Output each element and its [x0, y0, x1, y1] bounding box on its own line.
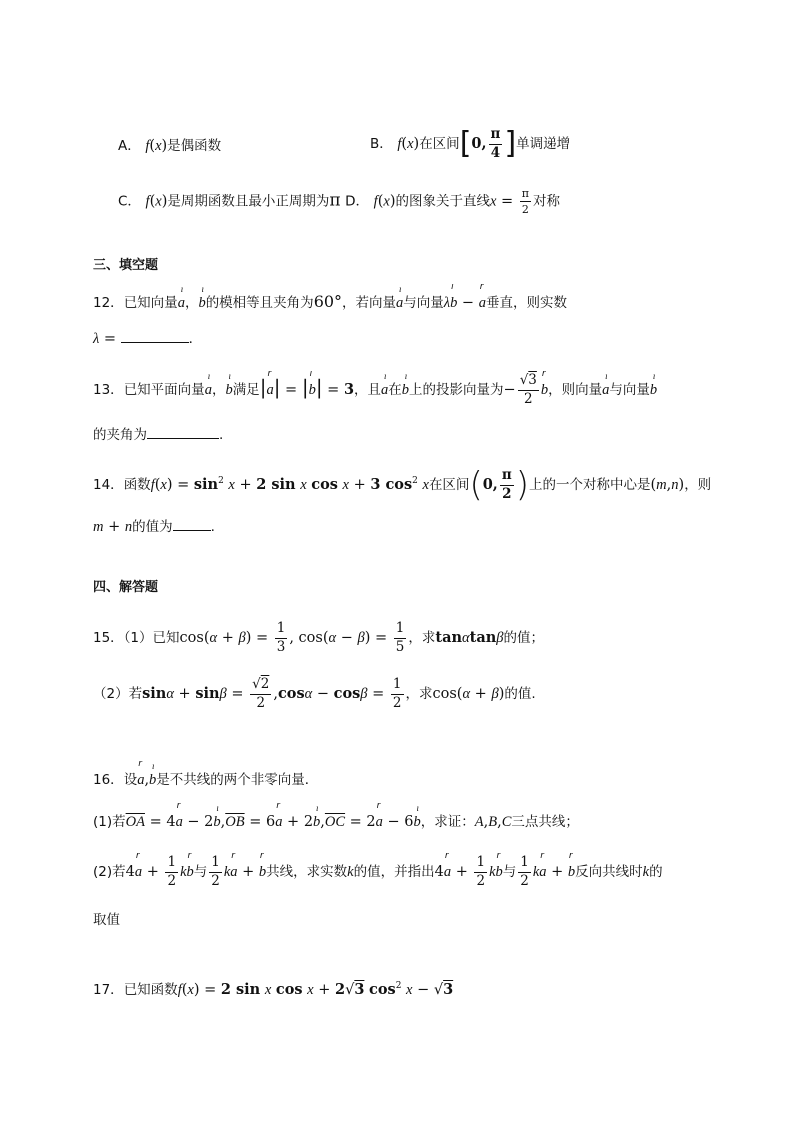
option-a-label: A． — [118, 138, 141, 154]
angle-value: 60° — [313, 292, 343, 311]
question-16-part2: (2)若4a r + $\frac{1}{2}$ kb r 与 $\frac{1}{2}$ ka r + b r 共线，求实数k的值，并指出4a r + $\frac{1}{2}$ kb r 与 $\frac{1}{2}$ ka r + b r 反向共线时k的 — [93, 851, 663, 889]
option-d-text1: 的图象关于直线 — [395, 193, 490, 210]
fx-expression: f — [145, 138, 150, 154]
question-13-line1: 13．已知平面向量a ı ，b ı 满足|a r | = |b ı | = 3，且a ı 在b ı 上的投影向量为− $\frac{√3}{2}$ b r ，则向量a ı 与向量b ı — [93, 369, 658, 407]
option-b-text1: 在区间 — [419, 136, 460, 152]
option-b: B． f(x)在区间[0, $\frac{\pi}{4}$ ]单调递增 — [370, 126, 571, 161]
question-14-line1: 14．函数$f(x) = \sin^2 x + 2$ sin x cos x + 3 $\cos^2 x$在区间(0, $\frac{\pi}{2}$ )上的一个对称中心是(m,n)，则 — [93, 465, 712, 505]
option-b-text2: 单调递增 — [516, 136, 571, 152]
option-c-text: 是周期函数且最小正周期为 — [167, 193, 330, 210]
question-17: 17．已知函数f(x) = 2 sin x cos x + 2√3 $\cos^2 x - √3$ — [93, 980, 454, 998]
question-15-part1: 15．（1）已知cos(α + β) = $\frac{1}{3}$ , cos(α − β) = $\frac{1}{5}$ ，求tanαtanβ的值； — [93, 620, 545, 655]
option-a: A． f(x)是偶函数 — [118, 138, 222, 154]
question-16-intro: 16．设a r ,b ı 是不共线的两个非零向量． — [93, 759, 319, 788]
question-15-part2: （2）若sinα + sinβ = $\frac{√2}{2}$ ,cosα − cosβ = $\frac{1}{2}$ ，求cos(α + β)的值. — [93, 676, 536, 711]
option-a-text: 是偶函数 — [167, 138, 222, 154]
answer-blank[interactable] — [147, 424, 219, 439]
option-c-label: C． — [118, 193, 141, 210]
question-12-line2: λ = ． — [93, 328, 202, 349]
question-16-part2-cont: 取值 — [93, 912, 120, 928]
option-b-label: B． — [370, 136, 393, 152]
pi-over-4: $\frac{\pi}{4}$ — [490, 126, 501, 161]
question-14-line2: m + n的值为 . — [93, 516, 215, 537]
question-16-part1: (1)若$\overline{OA} = 4a$ r − 2b ı $,\overline{OB} = 6a$ r + 2b ı $,\overline{OC} = 2a$ r − 6b ı ，求证：A,B,C三点共线； — [93, 801, 579, 830]
pi-over-2: $\frac{\pi}{2}$ — [521, 187, 530, 216]
section-answer-title: 四、解答题 — [93, 580, 159, 595]
question-13-line2: 的夹角为 . — [93, 424, 223, 445]
answer-blank[interactable] — [173, 516, 211, 531]
answer-blank[interactable] — [121, 328, 189, 343]
option-d-text2: 对称 — [533, 193, 561, 210]
option-d-label: D． — [345, 193, 370, 210]
section-fill-blank-title: 三、填空题 — [93, 258, 159, 273]
option-c: C． f(x)是周期函数且最小正周期为π D． f(x)的图象关于直线x = $\frac{\pi}{2}$ 对称 — [118, 187, 561, 216]
question-12-line1: 12．已知向量a ı ，b ı 的模相等且夹角为60°，若向量a ı 与向量λb ı − a r 垂直，则实数 — [93, 282, 567, 311]
